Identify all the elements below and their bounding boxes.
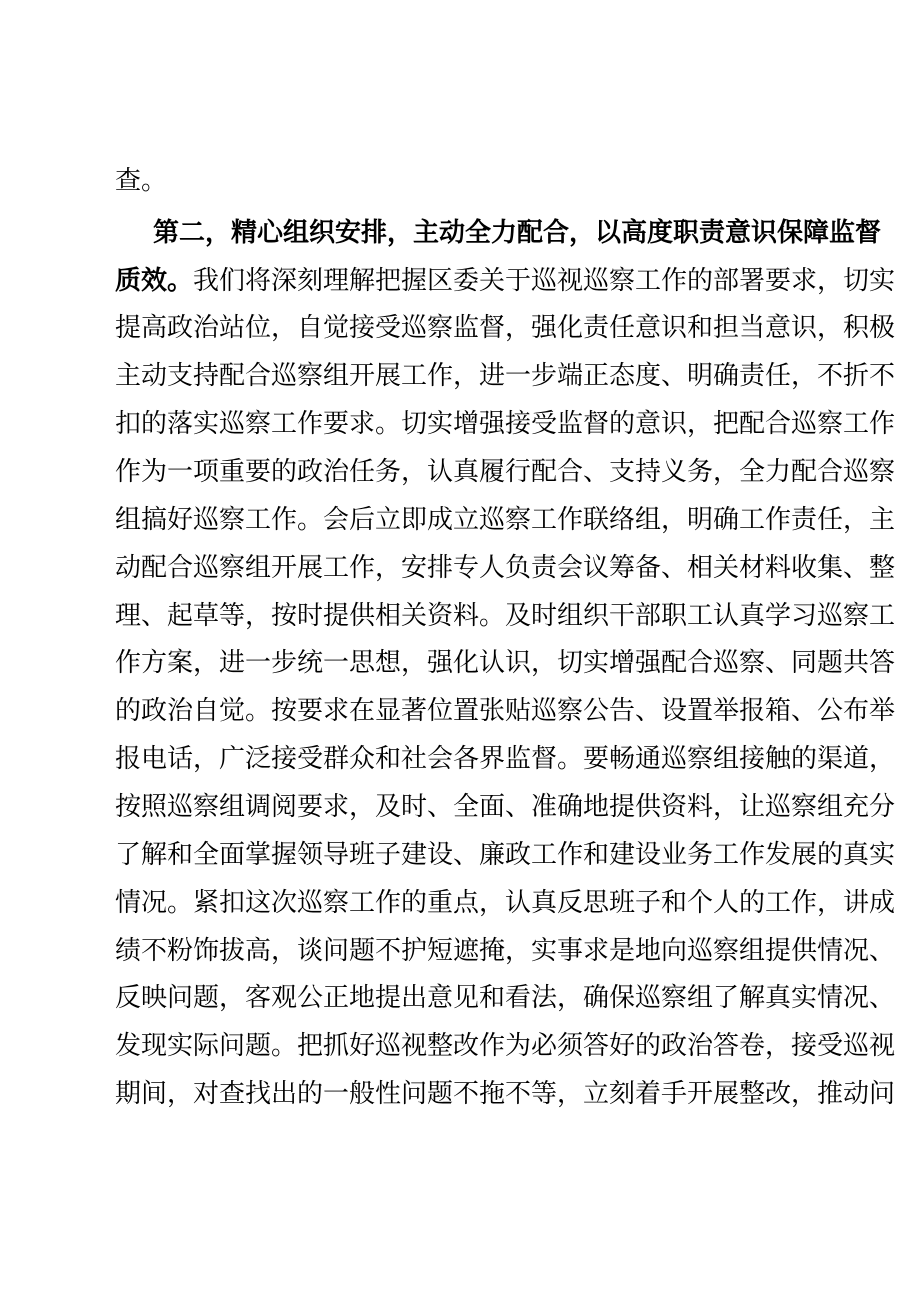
paragraph-line: 了解和全面掌握领导班子建设、廉政工作和建设业务工作发展的真实 [115,840,896,870]
paragraph-line: 扣的落实巡察工作要求。切实增强接受监督的意识，把配合巡察工作 [115,409,896,439]
paragraph-heading-line-1 [153,213,882,253]
continuation-line [115,161,805,201]
paragraph-line: 理、起草等，按时提供相关资料。及时组织干部职工认真学习巡察工 [115,601,896,631]
paragraph-line: 动配合巡察组开展工作，安排专人负责会议筹备、相关材料收集、整 [115,553,896,583]
paragraph-line: 发现实际问题。把抓好巡视整改作为必须答好的政治答卷，接受巡视 [115,1031,896,1061]
paragraph-line: 主动支持配合巡察组开展工作，进一步端正态度、明确责任，不折不 [115,361,896,391]
paragraph-line: 作为一项重要的政治任务，认真履行配合、支持义务，全力配合巡察 [115,457,896,487]
paragraph-line: 提高政治站位，自觉接受巡察监督，强化责任意识和担当意识，积极 [115,313,896,343]
heading-text: 第二，精心组织安排，主动全力配合，以高度职责意识保障监督 [153,218,882,248]
paragraph-line [115,261,896,301]
heading-end-text: 质效。 [115,266,194,296]
paragraph-line: 期间，对查找出的一般性问题不拖不等，立刻着手开展整改，推动问 [115,1079,896,1109]
paragraph-line: 报电话，广泛接受群众和社会各界监督。要畅通巡察组接触的渠道， [115,744,896,774]
continuation-text: 查。 [115,166,168,196]
body-text: 我们将深刻理解把握区委关于巡视巡察工作的部署要求，切实 [193,266,896,296]
paragraph-line: 反映问题，客观公正地提出意见和看法，确保巡察组了解真实情况、 [115,983,896,1013]
paragraph-line: 作方案，进一步统一思想，强化认识，切实增强配合巡察、同题共答 [115,648,896,678]
paragraph-line: 情况。紧扣这次巡察工作的重点，认真反思班子和个人的工作，讲成 [115,888,896,918]
paragraph-line: 绩不粉饰拔高，谈问题不护短遮掩，实事求是地向巡察组提供情况、 [115,936,896,966]
paragraph-line: 组搞好巡察工作。会后立即成立巡察工作联络组，明确工作责任，主 [115,505,896,535]
paragraph-line: 按照巡察组调阅要求，及时、全面、准确地提供资料，让巡察组充分 [115,792,896,822]
paragraph-line: 的政治自觉。按要求在显著位置张贴巡察公告、设置举报箱、公布举 [115,696,896,726]
